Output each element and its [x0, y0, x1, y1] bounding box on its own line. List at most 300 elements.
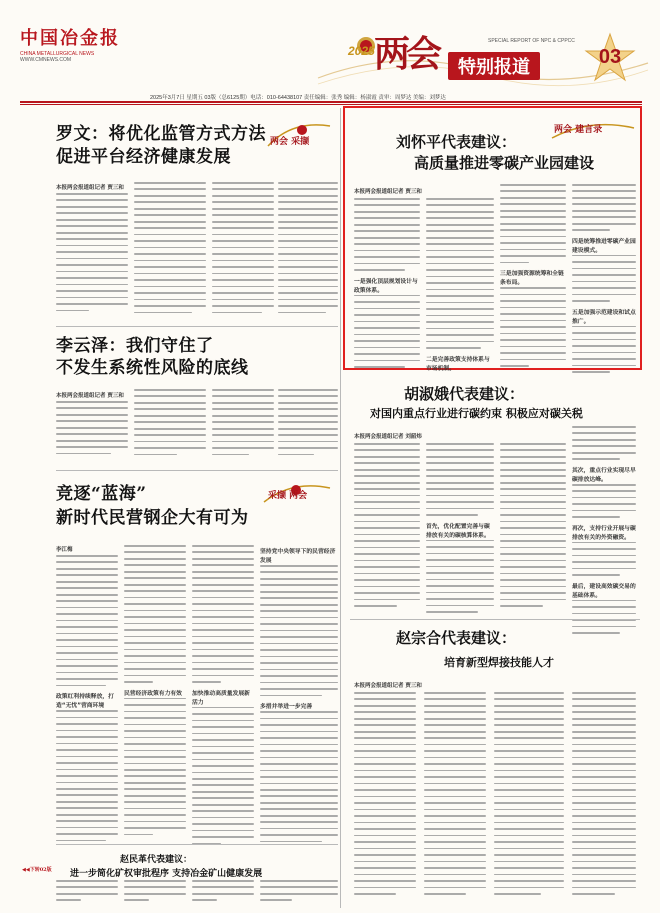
article7-body-col1 [56, 880, 118, 910]
article3-col3-text-a [192, 545, 254, 683]
text-line [56, 594, 118, 596]
text-line [572, 190, 636, 192]
text-line [124, 642, 186, 644]
text-line [134, 253, 206, 255]
text-line [494, 711, 564, 713]
text-line [572, 510, 636, 512]
text-line [500, 300, 566, 302]
text-line [56, 607, 118, 609]
text-line [134, 195, 206, 197]
article3-body-col1 [56, 555, 118, 840]
text-line [500, 184, 566, 186]
text-line [192, 752, 254, 754]
text-line [278, 188, 338, 190]
article4-col1-text-b [354, 295, 420, 368]
text-line [572, 698, 636, 700]
issue-info-line: 2025年3月7日 星期五 03版（总6125期）电话：010-64438107 责任编辑：张秀 编辑：杨淑霞 责审：周梦达 美编：刘梦达 [150, 95, 446, 101]
text-line [354, 880, 416, 882]
article5-col2-text-a [426, 443, 494, 516]
text-line [354, 560, 420, 562]
text-line [56, 730, 118, 732]
text-line [278, 227, 338, 229]
article3-badge [262, 478, 334, 508]
section-divider [56, 470, 338, 471]
article1-body-col3 [212, 182, 274, 322]
article3-headline-line2: 新时代民营钢企大有可为 [56, 508, 249, 528]
text-line [192, 623, 254, 625]
text-line [494, 705, 564, 707]
text-line [500, 592, 566, 594]
text-line [124, 711, 186, 713]
article3-col1-text-a [56, 555, 118, 686]
text-line [124, 564, 186, 566]
article3-byline: 李江梅 [56, 547, 73, 553]
text-line [56, 555, 118, 557]
text-line [354, 744, 416, 746]
text-line [134, 408, 206, 410]
text-line [56, 613, 118, 615]
text-line [56, 414, 128, 416]
text-line [260, 688, 338, 690]
text-line [426, 282, 494, 284]
text-line [124, 795, 186, 797]
text-line [354, 314, 420, 316]
text-line [56, 245, 128, 247]
banner-title: 两会 [374, 33, 439, 75]
text-line [260, 828, 338, 830]
text-line [500, 547, 566, 549]
text-line [260, 578, 338, 580]
text-line [354, 698, 416, 700]
text-line [192, 817, 254, 819]
text-line [192, 655, 254, 657]
text-line [424, 880, 486, 882]
text-line [572, 861, 636, 863]
text-line [354, 211, 420, 213]
text-line [56, 574, 118, 576]
text-line [260, 893, 338, 895]
text-line [124, 675, 186, 677]
text-line [260, 841, 322, 843]
text-line [124, 662, 186, 664]
article4-section-c: 三是加强资源统筹和全链条布局。 [500, 271, 564, 287]
text-line [134, 279, 206, 281]
text-line [354, 783, 416, 785]
text-line [192, 804, 254, 806]
banner-special-label: 特别报道 [448, 52, 540, 80]
newspaper-logo [20, 24, 130, 63]
article4-col4-text-a [572, 184, 636, 231]
text-line [354, 521, 420, 523]
text-line [572, 358, 636, 360]
text-line [500, 508, 566, 510]
text-line [500, 333, 566, 335]
text-line [572, 365, 636, 367]
text-line [426, 289, 494, 291]
text-line [426, 198, 494, 200]
text-line [494, 698, 564, 700]
text-line [192, 636, 254, 638]
text-line [124, 629, 186, 631]
text-line [426, 443, 494, 445]
text-line [354, 848, 416, 850]
text-line [500, 605, 543, 607]
text-line [494, 692, 564, 694]
text-line [278, 266, 338, 268]
text-line [354, 592, 420, 594]
text-line [134, 447, 206, 449]
text-line [134, 240, 206, 242]
text-line [134, 292, 206, 294]
article2-byline: 本报两会报道组记者 贾三和 [56, 393, 124, 399]
text-line [56, 775, 118, 777]
article2-headline-line2: 不发生系统性风险的底线 [56, 358, 249, 378]
text-line [572, 503, 636, 505]
text-line [500, 229, 566, 231]
text-line [572, 216, 636, 218]
text-line [494, 854, 564, 856]
text-line [494, 822, 564, 824]
text-line [426, 237, 494, 239]
text-line [192, 791, 254, 793]
text-line [212, 441, 274, 443]
text-line [56, 659, 118, 661]
text-line [494, 835, 564, 837]
article3-col1-text-b [56, 710, 118, 841]
text-line [260, 662, 338, 664]
text-line [260, 737, 338, 739]
text-line [500, 359, 566, 361]
text-line [572, 210, 636, 212]
text-line [212, 253, 274, 255]
text-line [56, 225, 128, 227]
text-line [572, 332, 636, 334]
text-line [572, 828, 636, 830]
logo-url: WWW.CMNEWS.COM [20, 57, 72, 63]
article4-col3-text-b [500, 287, 566, 366]
text-line [56, 251, 128, 253]
article5-section-d: 最后，建设高效碳交易的基础体系。 [572, 583, 636, 599]
text-line [572, 731, 636, 733]
text-line [56, 678, 118, 680]
text-line [124, 577, 186, 579]
text-line [424, 887, 486, 889]
text-line [56, 762, 118, 764]
text-line [260, 770, 338, 772]
text-line [260, 899, 292, 901]
text-line [124, 730, 186, 732]
text-line [192, 765, 254, 767]
text-line [500, 456, 566, 458]
article5-col2-text-b [426, 540, 494, 613]
text-line [212, 188, 274, 190]
text-line [260, 636, 338, 638]
text-line [212, 279, 274, 281]
article2-headline-line1: 李云泽：我们守住了 [56, 336, 214, 356]
text-line [212, 421, 274, 423]
text-line [572, 874, 636, 876]
text-line [572, 223, 636, 225]
text-line [354, 301, 420, 303]
text-line [56, 620, 118, 622]
text-line [192, 810, 254, 812]
text-line [260, 789, 338, 791]
text-line [354, 462, 420, 464]
text-line [192, 629, 254, 631]
text-line [192, 616, 254, 618]
text-line [192, 784, 254, 786]
text-line [572, 841, 636, 843]
text-line [500, 320, 566, 322]
text-line [354, 605, 397, 607]
text-line [572, 763, 636, 765]
text-line [424, 789, 486, 791]
text-line [260, 763, 338, 765]
text-line [572, 497, 636, 499]
text-line [56, 193, 128, 195]
text-line [572, 184, 636, 186]
article5-section-a: 首先，优化配置完善与碳排放有关的碳核算体系。 [426, 523, 490, 539]
article1-headline-line2: 促进平台经济健康发展 [56, 147, 231, 167]
text-line [354, 204, 420, 206]
article5-headline-line1: 胡淑娥代表建议： [404, 385, 525, 403]
article1-badge [262, 120, 334, 152]
text-line [278, 253, 338, 255]
text-line [192, 759, 254, 761]
text-line [572, 326, 636, 328]
article3-section-a: 政策红利持续释放，打造“无忧”营商环境 [56, 694, 114, 710]
text-line [278, 447, 338, 449]
text-line [260, 880, 338, 882]
text-line [354, 514, 420, 516]
article3-section-b: 民营经济政策有力有效 [124, 690, 182, 697]
text-line [354, 353, 420, 355]
text-line [426, 605, 494, 607]
text-line [500, 287, 566, 289]
text-line [56, 407, 128, 409]
text-line [354, 711, 416, 713]
text-line [354, 861, 416, 863]
text-line [278, 402, 338, 404]
text-line [354, 854, 416, 856]
text-line [572, 750, 636, 752]
text-line [354, 366, 405, 368]
text-line [426, 276, 494, 278]
text-line [354, 553, 420, 555]
text-line [212, 434, 274, 436]
text-line [134, 395, 206, 397]
text-line [278, 408, 338, 410]
text-line [500, 534, 566, 536]
text-line [56, 277, 128, 279]
text-line [354, 770, 416, 772]
text-line [192, 886, 254, 888]
article3-badge-label: 采撷 两会 [268, 491, 308, 501]
text-line [572, 345, 636, 347]
text-line [56, 600, 118, 602]
article5-headline-line2: 对国内重点行业进行碳约束 积极应对碳关税 [370, 407, 583, 420]
text-line [56, 756, 118, 758]
article3-col4-text-a [260, 565, 338, 696]
text-line [260, 886, 338, 888]
section-divider [56, 326, 338, 327]
text-line [278, 441, 338, 443]
text-line [192, 772, 254, 774]
text-line [494, 815, 564, 817]
text-line [424, 822, 486, 824]
text-line [354, 237, 420, 239]
text-line [572, 744, 636, 746]
text-line [494, 841, 564, 843]
article2-body-col4 [278, 389, 338, 465]
text-line [572, 516, 620, 518]
text-line [572, 197, 636, 199]
text-line [134, 182, 206, 184]
text-line [426, 611, 478, 613]
text-line [124, 769, 186, 771]
text-line [426, 204, 494, 206]
article5-section-b: 其次，重点行业实现尽早碳排放达峰。 [572, 467, 636, 483]
text-line [354, 469, 420, 471]
text-line [354, 295, 420, 297]
article4-section-d: 四是统筹推进零碳产业园建设模式。 [572, 238, 636, 254]
text-line [494, 737, 564, 739]
article4-section-e: 五是加强示范建设和试点推广。 [572, 309, 636, 325]
section-divider [350, 619, 640, 620]
text-line [572, 255, 636, 257]
text-line [56, 672, 118, 674]
text-line [56, 633, 118, 635]
text-line [424, 750, 486, 752]
text-line [426, 572, 494, 574]
text-line [278, 182, 338, 184]
text-line [354, 256, 420, 258]
text-line [124, 655, 186, 657]
page-number-badge [586, 34, 634, 82]
text-line [426, 592, 494, 594]
text-line [192, 584, 254, 586]
article4-byline: 本报两会报道组记者 贾三和 [354, 189, 422, 195]
text-line [124, 743, 186, 745]
text-line [500, 203, 566, 205]
article1-body-col2 [134, 182, 206, 322]
text-line [354, 835, 416, 837]
text-line [260, 757, 338, 759]
text-line [354, 599, 420, 601]
text-line [426, 449, 494, 451]
text-line [192, 707, 254, 709]
text-line [500, 443, 566, 445]
text-line [572, 490, 636, 492]
text-line [124, 801, 186, 803]
text-line [56, 297, 128, 299]
article4-col4-text-b [572, 255, 636, 302]
text-line [354, 579, 420, 581]
text-line [424, 854, 486, 856]
text-line [572, 796, 636, 798]
text-line [354, 731, 416, 733]
text-line [212, 234, 274, 236]
text-line [354, 718, 416, 720]
text-line [354, 198, 420, 200]
text-line [354, 340, 420, 342]
text-line [192, 577, 254, 579]
text-line [572, 268, 636, 270]
text-line [494, 887, 564, 889]
text-line [56, 446, 128, 448]
text-line [56, 199, 128, 201]
text-line [56, 814, 118, 816]
text-line [124, 603, 186, 605]
text-line [134, 286, 206, 288]
text-line [192, 558, 254, 560]
text-line [426, 321, 494, 323]
text-line [260, 802, 338, 804]
text-line [192, 797, 254, 799]
text-line [134, 428, 206, 430]
text-line [56, 899, 81, 901]
text-line [572, 867, 636, 869]
text-line [278, 240, 338, 242]
text-line [354, 841, 416, 843]
text-line [192, 545, 254, 547]
text-line [494, 757, 564, 759]
text-line [212, 221, 274, 223]
text-line [278, 299, 338, 301]
text-line [424, 776, 486, 778]
text-line [124, 808, 186, 810]
article5-body-col2 [426, 443, 494, 613]
text-line [426, 341, 494, 343]
text-line [572, 426, 636, 428]
text-line [212, 447, 274, 449]
article5-body-col1 [354, 443, 420, 613]
article4-col3-text-a [500, 184, 566, 263]
text-line [124, 558, 186, 560]
logo-english: CHINA METALLURGICAL NEWS [20, 51, 95, 57]
text-line [426, 469, 494, 471]
text-line [424, 867, 486, 869]
article3-body-col2 [124, 545, 186, 840]
text-line [124, 571, 186, 573]
text-line [572, 568, 636, 570]
text-line [572, 854, 636, 856]
article4-body-col4 [572, 184, 636, 364]
text-line [260, 821, 338, 823]
text-line [354, 224, 420, 226]
text-line [354, 449, 420, 451]
text-line [354, 822, 416, 824]
text-line [424, 692, 486, 694]
text-line [572, 692, 636, 694]
text-line [572, 452, 636, 454]
text-line [134, 221, 206, 223]
text-line [426, 514, 478, 516]
continued-note: ◀◀下转02版 [22, 867, 52, 873]
text-line [500, 352, 566, 354]
text-line [424, 731, 486, 733]
text-line [354, 776, 416, 778]
text-line [212, 299, 274, 301]
article5-col4-text-a [572, 426, 636, 460]
text-line [56, 626, 118, 628]
article7-headline-line1: 赵民革代表建议： [120, 855, 193, 865]
text-line [56, 271, 128, 273]
text-line [192, 649, 254, 651]
article1-badge-label: 两会 采撷 [270, 137, 310, 147]
text-line [134, 299, 206, 301]
text-line [278, 421, 338, 423]
